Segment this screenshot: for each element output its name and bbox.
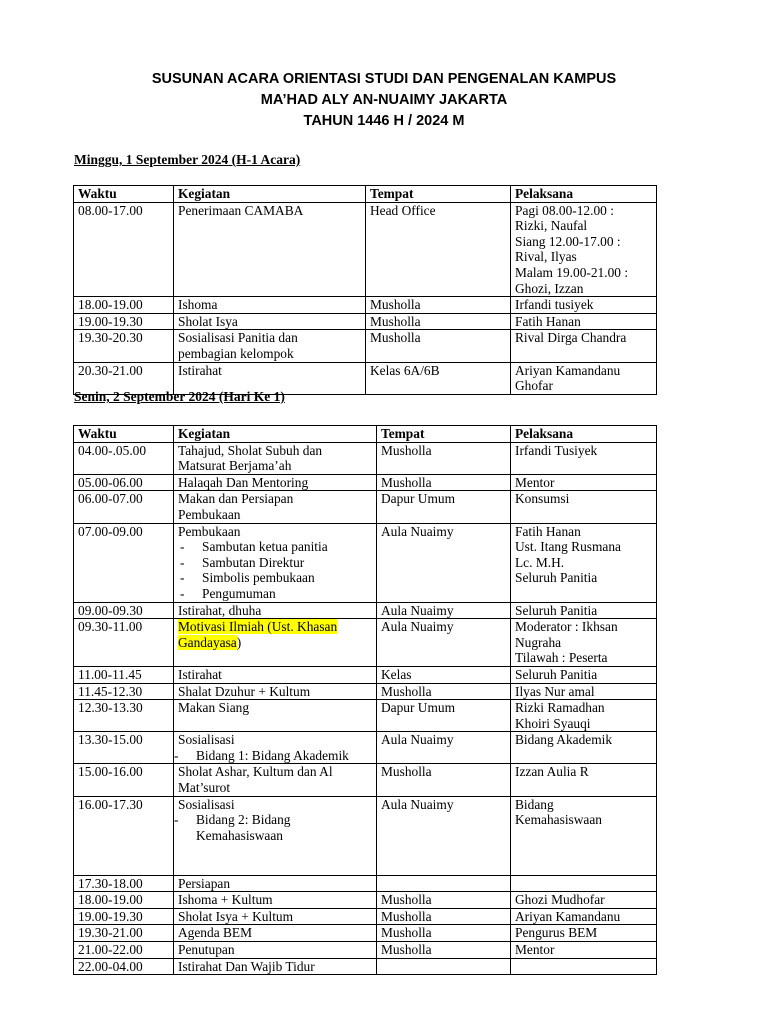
bullet-item	[178, 828, 372, 844]
pelaksana-line: Pengurus BEM	[515, 925, 598, 941]
cell-kegiatan	[174, 700, 377, 732]
bullet-dash: -	[174, 812, 179, 828]
cell-tempat: Musholla	[366, 330, 511, 362]
cell-waktu: 16.00-17.30	[74, 796, 174, 875]
cell-tempat: Aula Nuaimy	[377, 732, 511, 764]
day1-heading: Minggu, 1 September 2024 (H-1 Acara)	[74, 152, 301, 167]
cell-kegiatan	[174, 764, 377, 796]
cell-pelaksana	[511, 523, 657, 602]
cell-waktu: 07.00-09.00	[74, 523, 174, 602]
table-row	[74, 908, 657, 925]
pelaksana-line: Fatih Hanan	[515, 523, 581, 539]
kegiatan-line: Sosialisasi Panitia dan	[178, 330, 298, 346]
cell-pelaksana	[511, 683, 657, 700]
cell-pelaksana	[511, 908, 657, 925]
cell-tempat: Aula Nuaimy	[377, 796, 511, 875]
cell-tempat: Dapur Umum	[377, 491, 511, 523]
cell-kegiatan	[174, 875, 377, 892]
kegiatan-line: Sosialisasi	[178, 796, 235, 812]
pelaksana-line: Ariyan Kamandanu	[515, 908, 621, 924]
cell-kegiatan	[174, 908, 377, 925]
kegiatan-line: Tahajud, Sholat Subuh dan	[178, 442, 323, 458]
kegiatan-line: Sholat Isya	[178, 313, 238, 329]
pelaksana-line: Malam 19.00-21.00 :	[515, 264, 629, 280]
cell-kegiatan	[174, 796, 377, 875]
pelaksana-line: Seluruh Panitia	[515, 602, 598, 618]
cell-tempat: Kelas	[377, 666, 511, 683]
cell-tempat: Aula Nuaimy	[377, 619, 511, 667]
pelaksana-line: Irfandi Tusiyek	[515, 442, 598, 458]
cell-tempat	[377, 958, 511, 975]
cell-pelaksana	[511, 666, 657, 683]
pelaksana-line: Siang 12.00-17.00 :	[515, 233, 621, 249]
cell-kegiatan	[174, 942, 377, 959]
pelaksana-line: Pagi 08.00-12.00 :	[515, 202, 614, 218]
cell-waktu: 22.00-04.00	[74, 958, 174, 975]
cell-waktu: 12.30-13.30	[74, 700, 174, 732]
pelaksana-line: Ust. Itang Rusmana	[515, 539, 621, 555]
cell-kegiatan	[174, 491, 377, 523]
table-row	[74, 796, 657, 875]
cell-waktu: 18.00-19.00	[74, 892, 174, 909]
kegiatan-line: Pembukaan	[178, 506, 241, 522]
table-row	[74, 958, 657, 975]
pelaksana-line: Ariyan Kamandanu	[515, 362, 621, 378]
pelaksana-line: Ghozi, Izzan	[515, 280, 584, 296]
pelaksana-line: Rival Dirga Chandra	[515, 330, 627, 346]
cell-waktu: 08.00-17.00	[74, 202, 174, 297]
cell-tempat: Kelas 6A/6B	[366, 362, 511, 394]
cell-tempat: Musholla	[377, 892, 511, 909]
kegiatan-line: Ishoma	[178, 297, 218, 313]
pelaksana-line: Ghofar	[515, 378, 553, 394]
kegiatan-line: Mat’surot	[178, 780, 231, 796]
cell-waktu: 19.00-19.30	[74, 908, 174, 925]
pelaksana-line: Rival, Ilyas	[515, 249, 577, 265]
bullet-text: Sambutan Direktur	[202, 554, 305, 570]
cell-waktu: 18.00-19.00	[74, 297, 174, 314]
cell-tempat: Musholla	[366, 297, 511, 314]
kegiatan-line: Istirahat	[178, 666, 222, 682]
cell-pelaksana	[511, 942, 657, 959]
cell-kegiatan	[174, 732, 377, 764]
pelaksana-line: Mentor	[515, 474, 555, 490]
cell-waktu: 15.00-16.00	[74, 764, 174, 796]
cell-pelaksana	[511, 700, 657, 732]
header-waktu: Waktu	[74, 186, 174, 203]
bullet-text: Bidang 1: Bidang Akademik	[196, 747, 349, 763]
cell-kegiatan	[174, 313, 366, 330]
blank-line	[178, 859, 372, 875]
day2-heading: Senin, 2 September 2024 (Hari Ke 1)	[74, 389, 285, 404]
cell-tempat: Musholla	[377, 908, 511, 925]
table-row	[74, 875, 657, 892]
bullet-dash: -	[180, 554, 185, 570]
kegiatan-line: Persiapan	[178, 875, 231, 891]
cell-waktu: 06.00-07.00	[74, 491, 174, 523]
pelaksana-line: Konsumsi	[515, 491, 570, 507]
kegiatan-line: Matsurat Berjama’ah	[178, 458, 292, 474]
pelaksana-line: Izzan Aulia R	[515, 764, 589, 780]
cell-waktu: 09.00-09.30	[74, 602, 174, 619]
title-line-2: MA’HAD ALY AN-NUAIMY JAKARTA	[260, 92, 508, 108]
cell-pelaksana	[511, 958, 657, 975]
bullet-item	[174, 812, 372, 828]
kegiatan-line: Istirahat	[178, 362, 222, 378]
pelaksana-line: Moderator : Ikhsan	[515, 619, 618, 635]
pelaksana-line: Bidang Akademik	[515, 732, 613, 748]
pelaksana-line: Nugraha	[515, 634, 562, 650]
cell-kegiatan	[174, 602, 377, 619]
pelaksana-line: Mentor	[515, 942, 555, 957]
cell-pelaksana	[511, 892, 657, 909]
cell-tempat: Aula Nuaimy	[377, 602, 511, 619]
kegiatan-line: Halaqah Dan Mentoring	[178, 474, 309, 490]
cell-pelaksana	[511, 796, 657, 875]
kegiatan-line: Makan dan Persiapan	[178, 491, 294, 507]
table-row	[74, 474, 657, 491]
blank-line	[178, 843, 372, 859]
cell-waktu: 19.30-20.30	[74, 330, 174, 362]
header-pelaksana: Pelaksana	[511, 186, 657, 203]
pelaksana-line: Irfandi tusiyek	[515, 297, 594, 313]
kegiatan-line: Gandayasa)	[178, 634, 242, 650]
cell-waktu: 19.00-19.30	[74, 313, 174, 330]
cell-pelaksana	[511, 602, 657, 619]
table-row	[74, 892, 657, 909]
kegiatan-line: Sosialisasi	[178, 732, 235, 748]
cell-tempat: Musholla	[377, 474, 511, 491]
cell-waktu: 11.45-12.30	[74, 683, 174, 700]
bullet-dash: -	[180, 539, 185, 555]
kegiatan-line: Ishoma + Kultum	[178, 892, 273, 908]
pelaksana-line: Bidang	[515, 796, 554, 812]
cell-kegiatan	[174, 330, 366, 362]
pelaksana-line: Seluruh Panitia	[515, 666, 598, 682]
table-row	[74, 602, 657, 619]
bullet-item	[178, 586, 372, 602]
kegiatan-line: pembagian kelompok	[178, 345, 294, 361]
cell-waktu: 19.30-21.00	[74, 925, 174, 942]
kegiatan-line: Penutupan	[178, 942, 235, 957]
pelaksana-line: Khoiri Syauqi	[515, 715, 591, 731]
bullet-text: Sambutan ketua panitia	[202, 539, 328, 555]
table-row	[74, 202, 657, 297]
cell-tempat: Musholla	[377, 683, 511, 700]
cell-kegiatan	[174, 474, 377, 491]
bullet-text: Kemahasiswaan	[196, 827, 284, 843]
cell-waktu: 13.30-15.00	[74, 732, 174, 764]
cell-kegiatan	[174, 297, 366, 314]
header-kegiatan: Kegiatan	[174, 186, 366, 203]
pelaksana-line: Lc. M.H.	[515, 554, 565, 570]
bullet-dash: -	[180, 585, 185, 601]
table-row	[74, 619, 657, 667]
title-line-1: SUSUNAN ACARA ORIENTASI STUDI DAN PENGENALAN KAMPUS	[151, 71, 617, 87]
header-tempat: Tempat	[377, 426, 511, 443]
table-row	[74, 313, 657, 330]
pelaksana-line: Ghozi Mudhofar	[515, 892, 605, 908]
bullet-dash: -	[174, 747, 179, 763]
pelaksana-line: Ilyas Nur amal	[515, 683, 595, 699]
table-row	[74, 925, 657, 942]
table-row	[74, 942, 657, 959]
document-title	[0, 69, 768, 132]
header-tempat: Tempat	[366, 186, 511, 203]
pelaksana-line: Fatih Hanan	[515, 313, 581, 329]
table-row	[74, 683, 657, 700]
cell-tempat: Musholla	[377, 942, 511, 959]
cell-kegiatan	[174, 892, 377, 909]
day1-table-body	[74, 202, 657, 394]
table-row	[74, 491, 657, 523]
day2-table-body	[74, 442, 657, 975]
cell-tempat: Musholla	[377, 764, 511, 796]
cell-tempat	[377, 875, 511, 892]
cell-pelaksana	[511, 297, 657, 314]
pelaksana-line: Kemahasiswaan	[515, 812, 603, 828]
day1-schedule-table	[73, 185, 657, 395]
header-kegiatan: Kegiatan	[174, 426, 377, 443]
pelaksana-line: Seluruh Panitia	[515, 570, 598, 586]
pelaksana-line: Rizki Ramadhan	[515, 700, 605, 716]
cell-tempat: Dapur Umum	[377, 700, 511, 732]
cell-waktu: 05.00-06.00	[74, 474, 174, 491]
cell-kegiatan	[174, 958, 377, 975]
cell-pelaksana	[511, 925, 657, 942]
highlighted-text: Motivasi Ilmiah (Ust. Khasan	[178, 619, 338, 635]
header-pelaksana: Pelaksana	[511, 426, 657, 443]
cell-pelaksana	[511, 619, 657, 667]
kegiatan-line: Sholat Ashar, Kultum dan Al	[178, 764, 333, 780]
cell-waktu: 20.30-21.00	[74, 362, 174, 394]
kegiatan-line: Istirahat Dan Wajib Tidur	[178, 958, 315, 974]
title-line-3: TAHUN 1446 H / 2024 M	[303, 113, 465, 129]
table-header-row	[74, 426, 657, 443]
bullet-text: Simbolis pembukaan	[202, 570, 315, 586]
table-row	[74, 764, 657, 796]
bullet-item	[174, 747, 372, 764]
table-row	[74, 700, 657, 732]
kegiatan-line: Makan Siang	[178, 700, 250, 716]
kegiatan-line: Pembukaan	[178, 523, 241, 539]
cell-kegiatan	[174, 683, 377, 700]
cell-kegiatan	[174, 925, 377, 942]
kegiatan-line: Agenda BEM	[178, 925, 253, 941]
cell-kegiatan	[174, 619, 377, 667]
cell-kegiatan	[174, 442, 377, 474]
kegiatan-line: Shalat Dzuhur + Kultum	[178, 683, 311, 699]
cell-waktu: 11.00-11.45	[74, 666, 174, 683]
header-waktu: Waktu	[74, 426, 174, 443]
cell-pelaksana	[511, 313, 657, 330]
cell-pelaksana	[511, 875, 657, 892]
table-row	[74, 732, 657, 764]
table-header-row	[74, 186, 657, 203]
cell-pelaksana	[511, 474, 657, 491]
cell-tempat: Musholla	[377, 925, 511, 942]
cell-pelaksana	[511, 202, 657, 297]
bullet-text: Bidang 2: Bidang	[196, 812, 291, 828]
pelaksana-line: Rizki, Naufal	[515, 218, 588, 234]
cell-pelaksana	[511, 362, 657, 394]
cell-kegiatan	[174, 523, 377, 602]
cell-tempat: Aula Nuaimy	[377, 523, 511, 602]
kegiatan-line	[178, 619, 372, 635]
cell-tempat: Head Office	[366, 202, 511, 297]
bullet-dash: -	[180, 570, 185, 586]
kegiatan-line: Istirahat, dhuha	[178, 602, 262, 618]
bullet-text: Pengumuman	[202, 585, 276, 601]
day2-schedule-table	[73, 425, 657, 975]
table-row	[74, 330, 657, 362]
cell-pelaksana	[511, 764, 657, 796]
cell-tempat: Musholla	[366, 313, 511, 330]
bullet-item	[178, 570, 372, 586]
table-row	[74, 442, 657, 474]
kegiatan-line: Sholat Isya + Kultum	[178, 908, 294, 924]
bullet-item	[178, 555, 372, 571]
cell-waktu: 21.00-22.00	[74, 942, 174, 959]
kegiatan-line: Penerimaan CAMABA	[178, 202, 304, 218]
bullet-item	[178, 539, 372, 555]
cell-waktu: 09.30-11.00	[74, 619, 174, 667]
table-row	[74, 666, 657, 683]
cell-tempat: Musholla	[377, 442, 511, 474]
highlighted-text: Gandayasa	[178, 634, 237, 650]
cell-pelaksana	[511, 491, 657, 523]
table-row	[74, 297, 657, 314]
cell-pelaksana	[511, 442, 657, 474]
cell-waktu: 04.00-.05.00	[74, 442, 174, 474]
cell-waktu: 17.30-18.00	[74, 875, 174, 892]
pelaksana-line: Tilawah : Peserta	[515, 650, 608, 666]
table-row	[74, 523, 657, 602]
cell-kegiatan	[174, 202, 366, 297]
cell-pelaksana	[511, 330, 657, 362]
cell-pelaksana	[511, 732, 657, 764]
cell-kegiatan	[174, 666, 377, 683]
